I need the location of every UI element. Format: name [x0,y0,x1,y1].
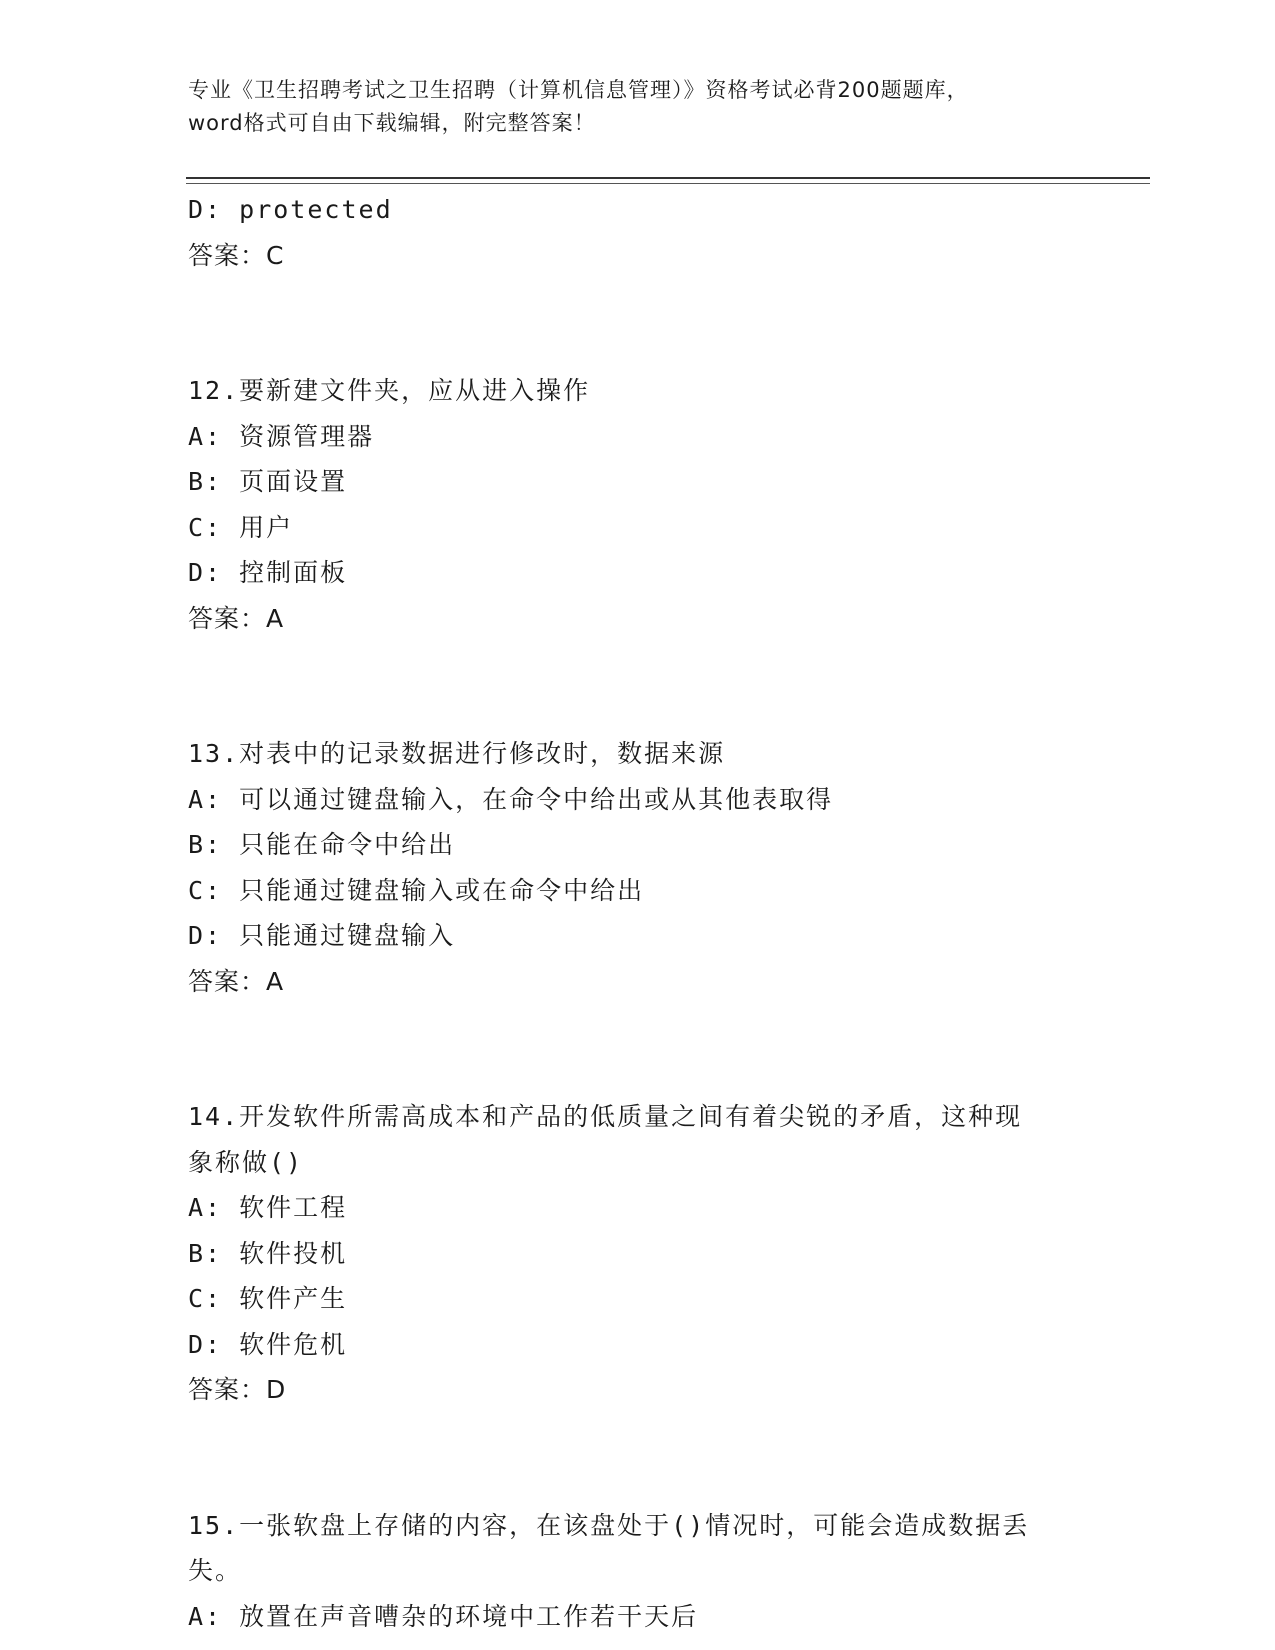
option-d: D: 软件危机 [188,1329,348,1359]
option-d: D: 控制面板 [188,558,348,587]
answer-line: 答案：C [188,240,285,270]
question-text: 13.对表中的记录数据进行修改时，数据来源 [188,739,726,768]
question-text-line-2: 失。 [188,1556,243,1585]
question-block [188,368,1088,641]
spacer [188,278,1088,368]
option-c: C: 软件产生 [188,1284,348,1313]
option-b: B: 只能在命令中给出 [188,830,456,859]
question-block [188,731,1088,1004]
answer-line: 答案：A [188,603,285,633]
question-block [188,1503,1088,1640]
header-line-1: 专业《卫生招聘考试之卫生招聘（计算机信息管理）》资格考试必背200题题库， [188,78,969,102]
option-c: C: 用户 [188,512,294,542]
option-b: B: 软件投机 [188,1238,348,1268]
header-divider-thick [186,177,1150,179]
question-text: 12.要新建文件夹，应从进入操作 [188,376,591,405]
question-block [188,1094,1088,1413]
option-a: A: 资源管理器 [188,421,375,451]
spacer [188,1004,1088,1094]
header-divider-thin [186,183,1150,184]
answer-line: 答案：D [188,1375,287,1404]
option-a: A: 可以通过键盘输入，在命令中给出或从其他表取得 [188,784,834,814]
question-text-line-1: 14.开发软件所需高成本和产品的低质量之间有着尖锐的矛盾，这种现 [188,1102,1023,1131]
option-b: B: 页面设置 [188,467,348,496]
option-d: D: protected [188,195,393,224]
spacer [188,641,1088,731]
question-text-line-2: 象称做() [188,1147,304,1177]
answer-line: 答案：A [188,966,285,996]
option-a: A: 软件工程 [188,1193,348,1222]
option-c: C: 只能通过键盘输入或在命令中给出 [188,875,645,905]
option-a: A: 放置在声音嘈杂的环境中工作若干天后 [188,1601,699,1631]
spacer [188,1413,1088,1503]
header-line-2: word格式可自由下载编辑，附完整答案！ [188,111,596,135]
question-text-line-1: 15.一张软盘上存储的内容，在该盘处于()情况时，可能会造成数据丢 [188,1510,1030,1540]
document-header [188,74,1088,140]
question-list [188,187,1088,1639]
option-d: D: 只能通过键盘输入 [188,921,456,950]
